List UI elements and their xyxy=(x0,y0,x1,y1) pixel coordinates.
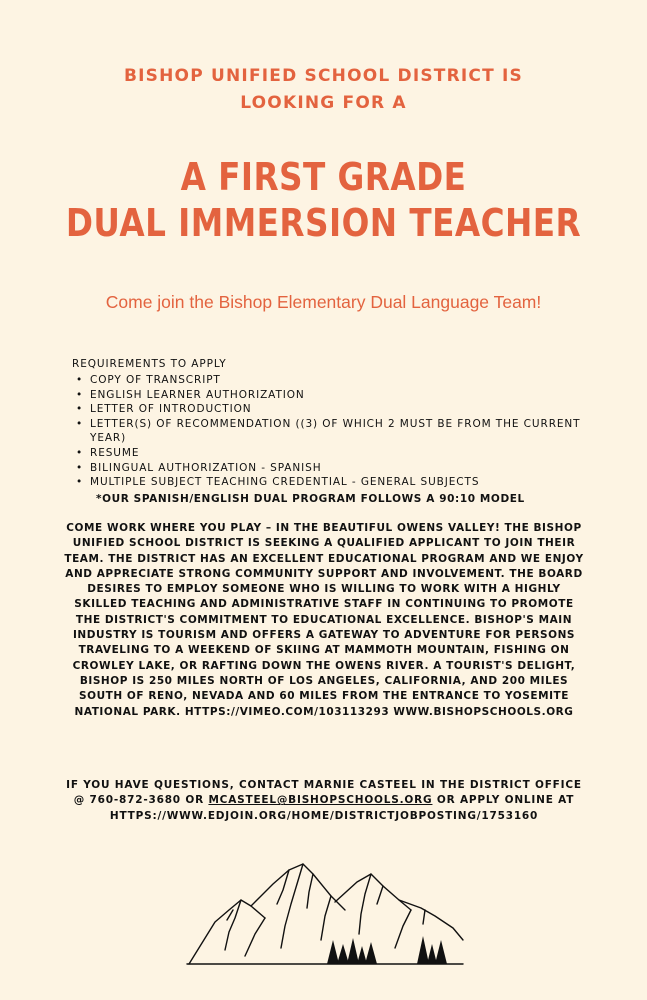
header-line-1: BISHOP UNIFIED SCHOOL DISTRICT IS xyxy=(124,66,523,86)
contact-line xyxy=(64,793,584,808)
requirement-item: • MULTIPLE SUBJECT TEACHING CREDENTIAL - GENERAL SUBJECTS xyxy=(74,475,584,490)
requirement-item: • COPY OF TRANSCRIPT xyxy=(74,373,584,388)
district-description: COME WORK WHERE YOU PLAY – IN THE BEAUTIFUL OWENS VALLEY! THE BISHOP UNIFIED SCHOOL DISTRICT IS SEEKING A QUALIFIED APPLICANT TO JOIN THEIR TEAM. THE DISTRICT HAS AN EXCELLENT EDUCATIONAL PROGRAM AND WE ENJOY AND APPRECIATE STRONG COMMUNITY SUPPORT AND INVOLVEMENT. THE BOARD DESIRES TO EMPLOY SOMEONE WHO IS WILLING TO WORK WITH A HIGHLY SKILLED TEACHING AND ADMINISTRATIVE STAFF IN CONTINUING TO PROMOTE THE DISTRICT'S COMMITMENT TO EDUCATIONAL EXCELLENCE. BISHOP'S MAIN INDUSTRY IS TOURISM AND OFFERS A GATEWAY TO ADVENTURE FOR PERSONS TRAVELING TO A WEEKEND OF SKIING AT MAMMOTH MOUNTAIN, FISHING ON CROWLEY LAKE, OR RAFTING DOWN THE OWENS RIVER. A TOURIST'S DELIGHT, BISHOP IS 250 MILES NORTH OF LOS ANGELES, CALIFORNIA, AND 200 MILES SOUTH OF RENO, NEVADA AND 60 MILES FROM THE ENTRANCE TO YOSEMITE NATIONAL PARK. HTTPS://VIMEO.COM/103113293 WWW.BISHOPSCHOOLS.ORG xyxy=(64,522,584,718)
header-line-2: LOOKING FOR A xyxy=(240,93,407,113)
pine-trees-icon xyxy=(327,936,447,964)
apply-url-link[interactable]: HTTPS://WWW.EDJOIN.ORG/HOME/DISTRICTJOBPOSTING/1753160 xyxy=(109,809,539,822)
mountains-icon xyxy=(185,860,465,968)
contact-intro: IF YOU HAVE QUESTIONS, CONTACT MARNIE CASTEEL IN THE DISTRICT OFFICE xyxy=(66,779,582,791)
contact-section xyxy=(64,778,584,824)
phone-text: @ 760-872-3680 OR xyxy=(73,794,209,807)
requirement-item: • BILINGUAL AUTHORIZATION - SPANISH xyxy=(74,461,584,476)
job-title-line-2: DUAL IMMERSION TEACHER xyxy=(65,201,582,245)
job-title-line-1: A FIRST GRADE xyxy=(180,155,467,199)
apply-online-text: OR APPLY ONLINE AT xyxy=(432,794,575,807)
email-link[interactable]: MCASTEEL@BISHOPSCHOOLS.ORG xyxy=(208,794,433,807)
subtitle: Come join the Bishop Elementary Dual Language Team! xyxy=(105,292,542,312)
requirements-heading: REQUIREMENTS TO APPLY xyxy=(72,358,227,370)
requirement-item: • LETTER(S) OF RECOMMENDATION ((3) OF WHICH 2 MUST BE FROM THE CURRENT YEAR) xyxy=(74,417,584,446)
requirement-item: • LETTER OF INTRODUCTION xyxy=(74,402,584,417)
requirements-list xyxy=(74,373,584,490)
requirement-item: • ENGLISH LEARNER AUTHORIZATION xyxy=(74,388,584,403)
program-model-note: *OUR SPANISH/ENGLISH DUAL PROGRAM FOLLOWS A 90:10 MODEL xyxy=(96,493,525,505)
requirement-item: • RESUME xyxy=(74,446,584,461)
